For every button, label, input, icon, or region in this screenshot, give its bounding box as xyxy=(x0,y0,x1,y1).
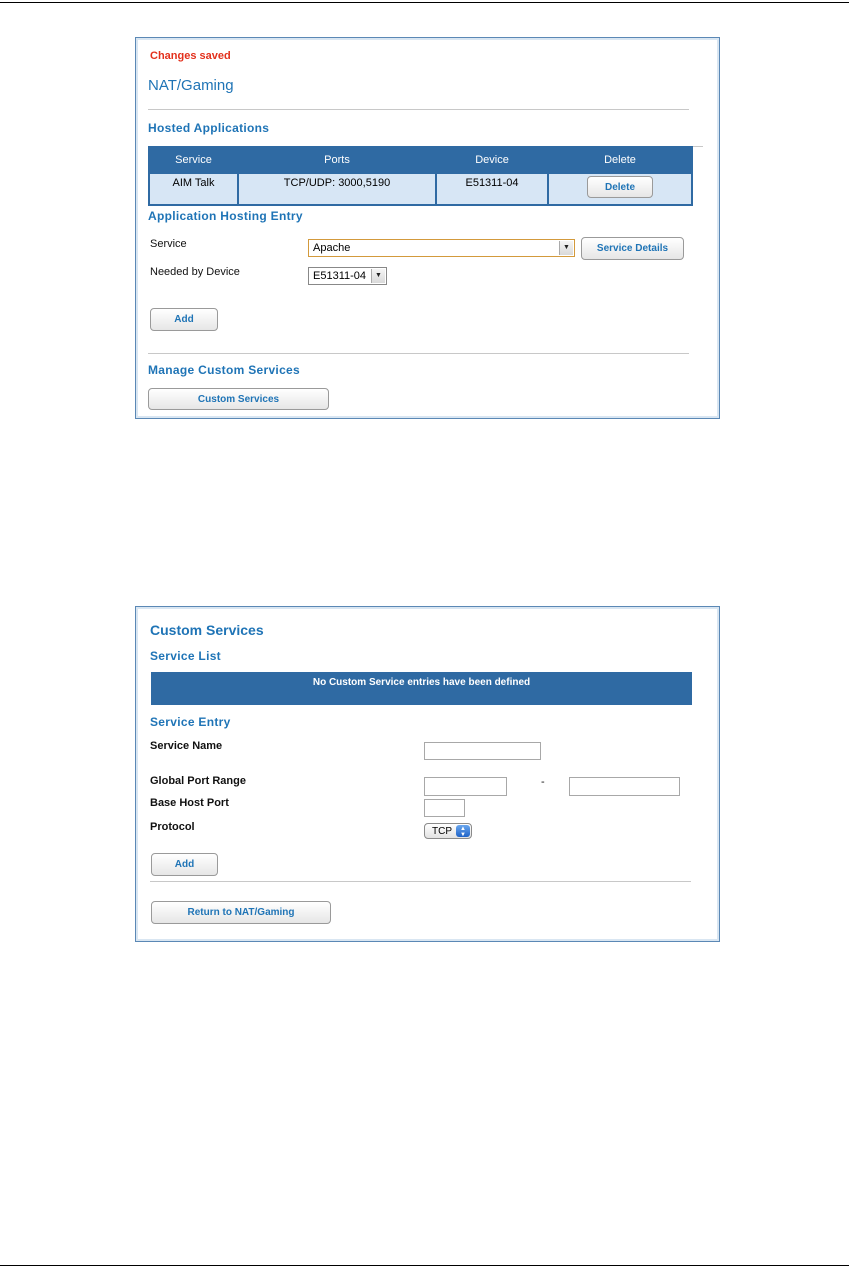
range-separator: - xyxy=(541,776,545,788)
protocol-select[interactable] xyxy=(424,823,472,839)
add-service-button[interactable]: Add xyxy=(151,853,218,876)
device-select-value: E51311-04 xyxy=(313,270,367,282)
empty-list-message: No Custom Service entries have been defined xyxy=(312,677,531,688)
service-name-input[interactable] xyxy=(424,742,541,760)
status-message: Changes saved xyxy=(150,50,231,62)
column-header-service: Service xyxy=(175,154,212,166)
divider xyxy=(148,109,689,110)
table-row xyxy=(150,174,691,204)
protocol-label: Protocol xyxy=(150,821,195,833)
service-select-value: Apache xyxy=(313,242,351,254)
application-hosting-entry-heading: Application Hosting Entry xyxy=(148,209,303,223)
base-host-port-input[interactable] xyxy=(424,799,465,817)
port-range-start-input[interactable] xyxy=(424,777,507,796)
service-entry-heading: Service Entry xyxy=(150,715,231,729)
cell-delete xyxy=(549,174,691,204)
hosted-applications-table xyxy=(148,146,693,206)
protocol-select-value: TCP xyxy=(432,826,452,837)
divider xyxy=(150,881,691,882)
page-bottom-rule xyxy=(0,1265,849,1266)
page-title: NAT/Gaming xyxy=(148,77,234,94)
manage-custom-services-heading: Manage Custom Services xyxy=(148,363,300,377)
table-header-row xyxy=(150,148,691,172)
page-top-rule xyxy=(0,2,849,3)
global-port-range-label: Global Port Range xyxy=(150,775,246,787)
service-details-button[interactable]: Service Details xyxy=(581,237,684,260)
delete-button[interactable]: Delete xyxy=(587,176,653,198)
service-list-heading: Service List xyxy=(150,649,221,663)
nat-gaming-panel xyxy=(135,37,720,419)
cell-ports: TCP/UDP: 3000,5190 xyxy=(239,174,435,204)
cell-service: AIM Talk xyxy=(150,174,237,204)
column-header-ports: Ports xyxy=(324,154,350,166)
needed-by-device-label: Needed by Device xyxy=(150,266,240,278)
device-select[interactable] xyxy=(308,267,387,285)
empty-service-list-banner xyxy=(151,672,692,705)
chevron-down-icon: ▼ xyxy=(371,269,385,283)
service-label: Service xyxy=(150,238,187,250)
service-name-label: Service Name xyxy=(150,740,223,752)
divider xyxy=(148,353,689,354)
base-host-port-label: Base Host Port xyxy=(150,797,229,809)
port-range-end-input[interactable] xyxy=(569,777,680,796)
chevron-down-icon: ▼ xyxy=(559,241,573,255)
return-to-nat-gaming-button[interactable]: Return to NAT/Gaming xyxy=(151,901,331,924)
column-header-device: Device xyxy=(475,154,509,166)
hosted-applications-heading: Hosted Applications xyxy=(148,121,270,135)
custom-services-button[interactable]: Custom Services xyxy=(148,388,329,410)
custom-services-title: Custom Services xyxy=(150,622,264,638)
column-header-delete: Delete xyxy=(604,154,636,166)
custom-services-panel xyxy=(135,606,720,942)
add-hosting-entry-button[interactable]: Add xyxy=(150,308,218,331)
service-select[interactable] xyxy=(308,239,575,257)
cell-device: E51311-04 xyxy=(437,174,547,204)
up-down-arrows-icon: ▲ ▼ xyxy=(456,825,470,837)
